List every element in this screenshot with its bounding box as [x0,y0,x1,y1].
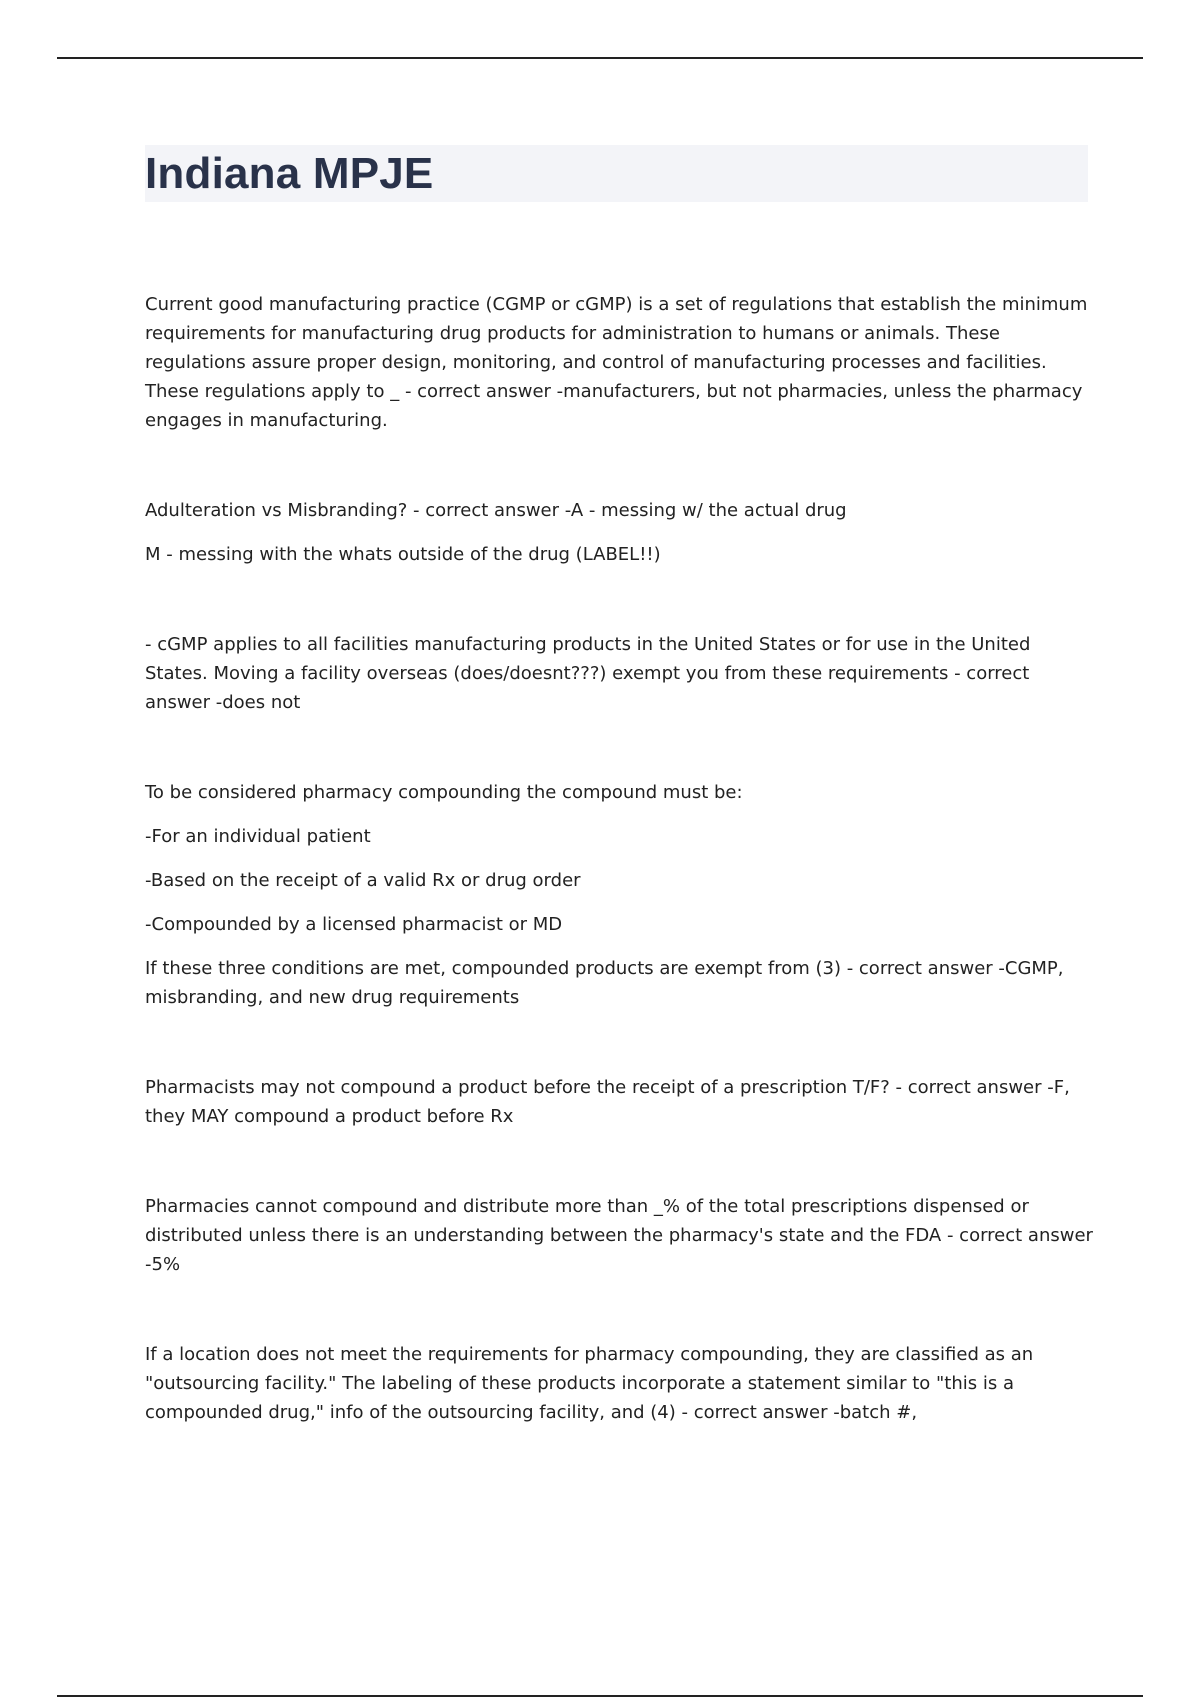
flashcard [145,630,1095,717]
flashcard [145,1340,1095,1427]
top-divider [57,57,1143,59]
flashcard-text: Pharmacies cannot compound and distribute more than _% of the total prescriptions dispensed or distributed unless there is an understanding between the pharmacy's state and the FDA - correct answer -5% [145,1196,1093,1275]
flashcard-list-item: -Compounded by a licensed pharmacist or MD [145,914,563,935]
page-title: Indiana MPJE [145,149,434,198]
flashcard-text: Adulteration vs Misbranding? - correct answer -A - messing w/ the actual drug [145,500,847,521]
flashcard-text: M - messing with the whats outside of the drug (LABEL!!) [145,544,661,565]
flashcard-list-item: -For an individual patient [145,826,371,847]
flashcard [145,1192,1095,1279]
flashcard-list [145,290,1095,1488]
flashcard [145,778,1095,1012]
flashcard-text: If these three conditions are met, compounded products are exempt from (3) - correct answer -CGMP, misbranding, and new drug requirements [145,958,1064,1008]
flashcard-text: Pharmacists may not compound a product before the receipt of a prescription T/F? - correct answer -F, they MAY compound a product before Rx [145,1077,1070,1127]
flashcard-text: Current good manufacturing practice (CGMP or cGMP) is a set of regulations that establish the minimum requirements for manufacturing drug products for administration to humans or animals. These regulations assure proper design, monitoring, and control of manufacturing processes and facilities. These regulations apply to _ - correct answer -manufacturers, but not pharmacies, unless the pharmacy engages in manufacturing. [145,294,1088,431]
flashcard [145,290,1095,435]
flashcard-text: If a location does not meet the requirements for pharmacy compounding, they are classified as an "outsourcing facility." The labeling of these products incorporate a statement similar to "this is a compounded drug," info of the outsourcing facility, and (4) - correct answer -batch #, [145,1344,1034,1423]
flashcard [145,1073,1095,1131]
flashcard-list-item: -Based on the receipt of a valid Rx or drug order [145,870,581,891]
flashcard [145,496,1095,569]
flashcard-text: To be considered pharmacy compounding the compound must be: [145,782,743,803]
bottom-divider [57,1695,1143,1697]
flashcard-text: - cGMP applies to all facilities manufacturing products in the United States or for use in the United States. Moving a facility overseas (does/doesnt???) exempt you from these requirements - correct answer -does not [145,634,1031,713]
